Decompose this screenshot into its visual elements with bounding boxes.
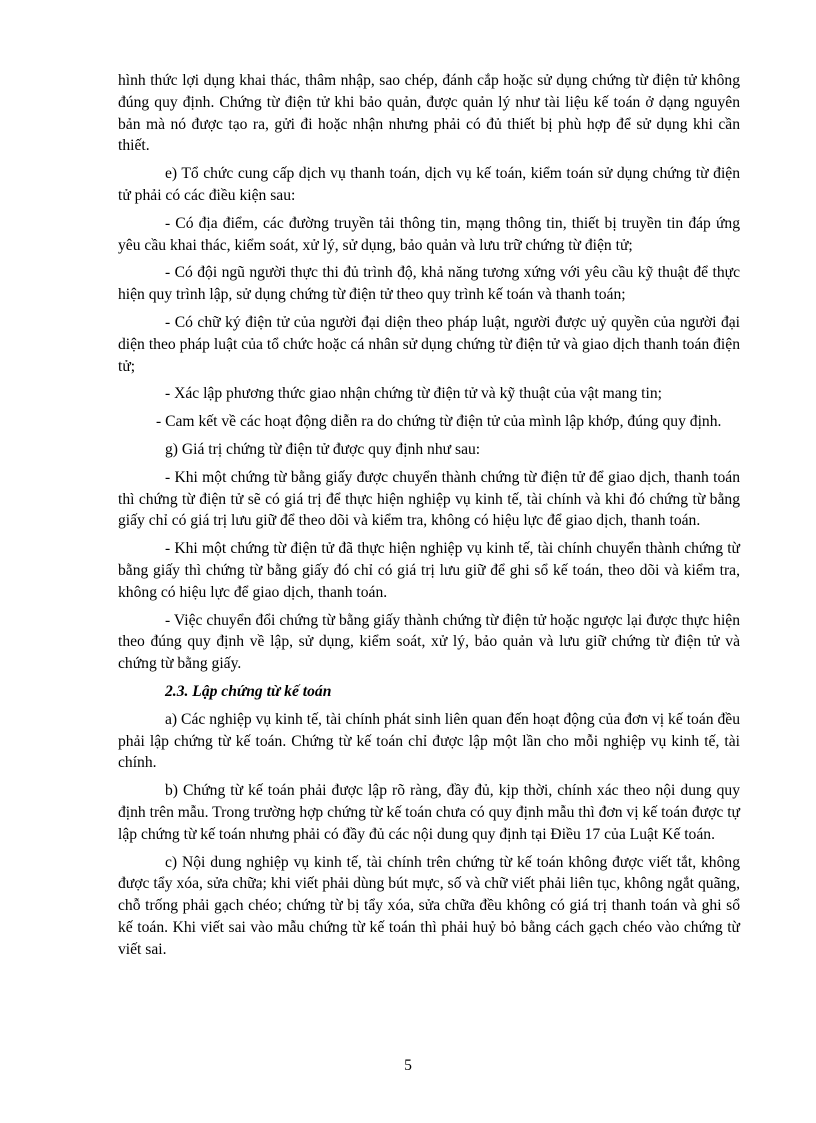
document-body bbox=[118, 70, 740, 966]
paragraph-a: a) Các nghiệp vụ kinh tế, tài chính phát sinh liên quan đến hoạt động của đơn vị kế toán đều phải lập chứng từ kế toán. Chứng từ kế toán chỉ được lập một lần cho mỗi nghiệp vụ kinh tế, tài chính. bbox=[118, 710, 740, 772]
paragraph-c: c) Nội dung nghiệp vụ kinh tế, tài chính trên chứng từ kế toán không được viết tắt, không được tẩy xóa, sửa chữa; khi viết phải dùng bút mực, số và chữ viết phải liên tục, không ngắt quãng, chỗ trống phải gạch chéo; chứng từ bị tẩy xóa, sửa chữa đều không có giá trị thanh toán và ghi sổ kế toán. Khi viết sai vào mẫu chứng từ kế toán thì phải huỷ bỏ bằng cách gạch chéo vào chứng từ viết sai. bbox=[118, 853, 740, 958]
list-item-signature: - Có chữ ký điện tử của người đại diện theo pháp luật, người được uỷ quyền của người đại diện theo pháp luật của tổ chức hoặc cá nhân sử dụng chứng từ điện tử và giao dịch thanh toán điện tử; bbox=[118, 313, 740, 375]
paragraph-g: g) Giá trị chứng từ điện tử được quy định như sau: bbox=[165, 440, 481, 458]
list-item-paper-to-electronic: - Khi một chứng từ bằng giấy được chuyển thành chứng từ điện tử để giao dịch, thanh toán thì chứng từ điện tử sẽ có giá trị để thực hiện nghiệp vụ kinh tế, tài chính và khi đó chứng từ bằng giấy chỉ có giá trị lưu giữ để theo dõi và kiểm tra, không có hiệu lực để giao dịch, thanh toán. bbox=[118, 468, 740, 530]
section-heading: 2.3. Lập chứng từ kế toán bbox=[165, 682, 332, 700]
paragraph-b: b) Chứng từ kế toán phải được lập rõ ràng, đầy đủ, kịp thời, chính xác theo nội dung quy định trên mẫu. Trong trường hợp chứng từ kế toán chưa có quy định mẫu thì đơn vị kế toán được tự lập chứng từ kế toán nhưng phải có đầy đủ các nội dung quy định tại Điều 17 của Luật Kế toán. bbox=[118, 782, 740, 843]
list-item-location: - Có địa điểm, các đường truyền tải thông tin, mạng thông tin, thiết bị truyền tin đáp ứng yêu cầu khai thác, kiểm soát, xử lý, sử dụng, bảo quản và lưu trữ chứng từ điện tử; bbox=[118, 214, 740, 254]
page-number: 5 bbox=[404, 1057, 412, 1074]
list-item-delivery: - Xác lập phương thức giao nhận chứng từ điện tử và kỹ thuật của vật mang tin; bbox=[165, 385, 662, 403]
list-item-conversion: - Việc chuyển đổi chứng từ bằng giấy thành chứng từ điện tử hoặc ngược lại được thực hiện theo đúng quy định về lập, sử dụng, kiểm soát, xử lý, bảo quản và lưu giữ chứng từ điện tử và chứng từ bằng giấy. bbox=[118, 611, 740, 673]
list-item-staff: - Có đội ngũ người thực thi đủ trình độ, khả năng tương xứng với yêu cầu kỹ thuật để thực hiện quy trình lập, sử dụng chứng từ điện tử theo quy trình kế toán và thanh toán; bbox=[118, 264, 740, 304]
list-item-electronic-to-paper: - Khi một chứng từ điện tử đã thực hiện nghiệp vụ kinh tế, tài chính chuyển thành chứng từ bằng giấy thì chứng từ bằng giấy đó chỉ có giá trị lưu giữ để ghi sổ kế toán, theo dõi và kiểm tra, không có hiệu lực để giao dịch, thanh toán. bbox=[118, 540, 740, 601]
list-item-commitment: - Cam kết về các hoạt động diễn ra do chứng từ điện tử của mình lập khớp, đúng quy định. bbox=[156, 413, 722, 431]
paragraph-continuation: hình thức lợi dụng khai thác, thâm nhập, sao chép, đánh cắp hoặc sử dụng chứng từ điện tử không đúng quy định. Chứng từ điện tử khi bảo quản, được quản lý như tài liệu kế toán ở dạng nguyên bản mà nó được tạo ra, gửi đi hoặc nhận nhưng phải có đủ thiết bị phù hợp để sử dụng khi cần thiết. bbox=[118, 72, 740, 155]
paragraph-e: e) Tổ chức cung cấp dịch vụ thanh toán, dịch vụ kế toán, kiểm toán sử dụng chứng từ điện tử phải có các điều kiện sau: bbox=[118, 165, 740, 204]
